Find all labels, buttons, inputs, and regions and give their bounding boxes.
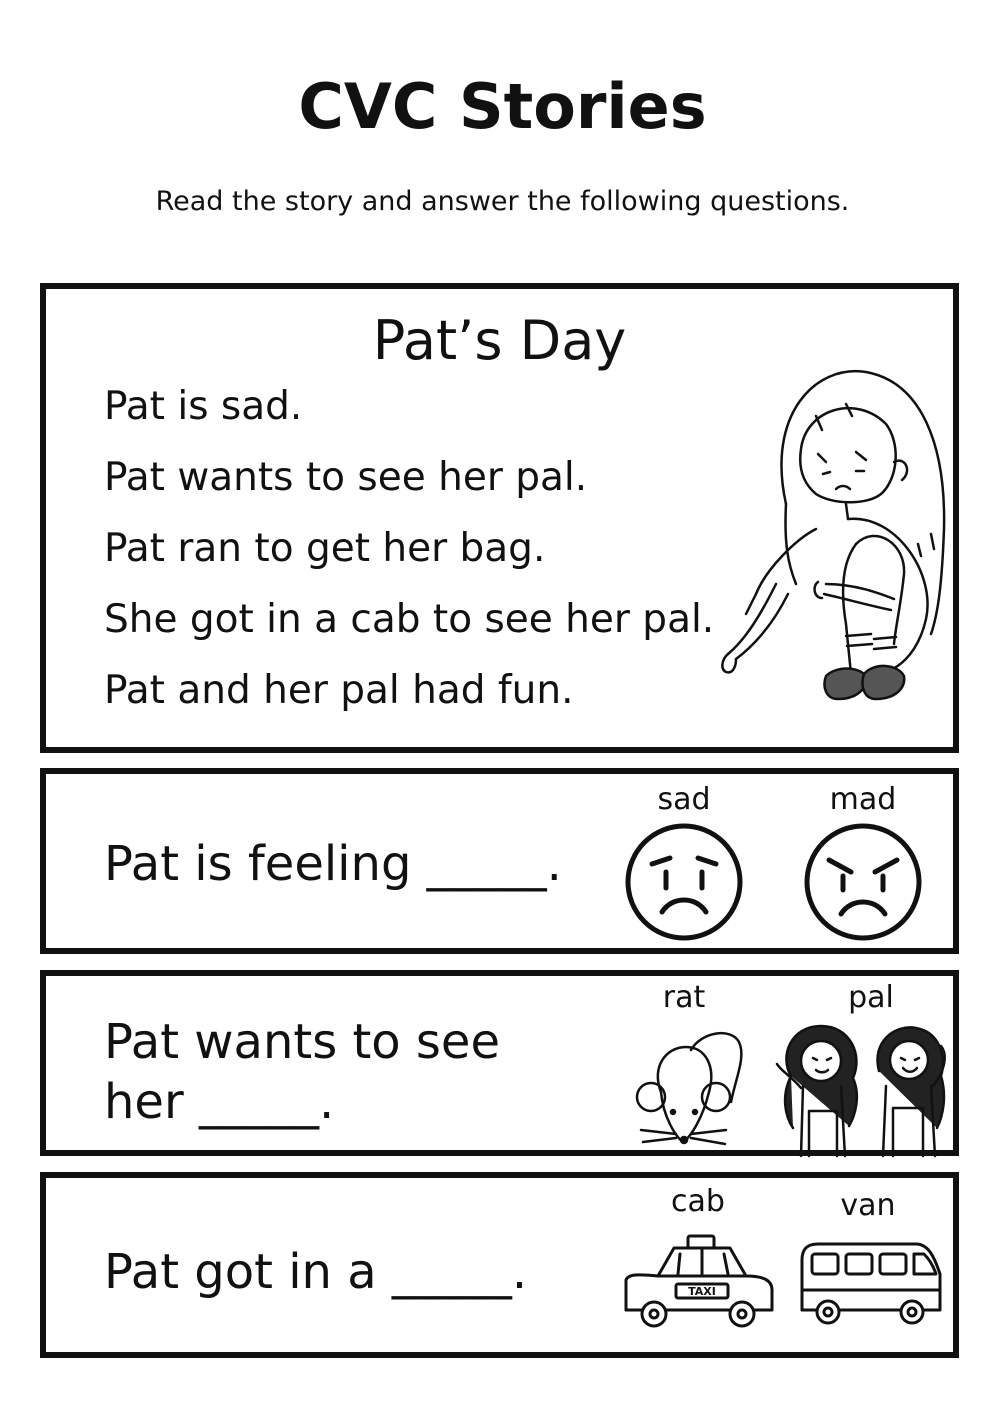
instructions: Read the story and answer the following questions. (155, 186, 850, 217)
taxi-sign-text: TAXI (688, 1285, 716, 1298)
option-label-sad: sad (657, 782, 711, 817)
sad-girl-illustration (706, 354, 966, 734)
question-box-pal (40, 970, 959, 1156)
rat-icon[interactable] (621, 1022, 751, 1152)
story-line: Pat is sad. (104, 384, 303, 429)
question-text: Pat got in a _____. (104, 1244, 528, 1300)
story-box (40, 283, 959, 753)
option-label-pal: pal (848, 980, 894, 1015)
story-lines (104, 371, 714, 726)
option-label-cab: cab (671, 1184, 725, 1219)
story-line: Pat wants to see her pal. (104, 455, 588, 500)
option-label-rat: rat (662, 980, 706, 1015)
question-box-vehicle (40, 1172, 959, 1358)
option-label-van: van (840, 1188, 896, 1223)
question-box-feeling (40, 768, 959, 954)
van-icon[interactable] (796, 1240, 946, 1326)
taxi-icon[interactable] (618, 1234, 778, 1334)
story-line: She got in a cab to see her pal. (104, 597, 715, 642)
question-text: Pat is feeling _____. (104, 836, 562, 892)
story-line: Pat ran to get her bag. (104, 526, 546, 571)
page-title: CVC Stories (298, 70, 707, 143)
story-title: Pat’s Day (372, 309, 627, 372)
option-label-mad: mad (829, 782, 897, 817)
angry-face-icon[interactable] (803, 822, 923, 942)
question-text: Pat wants to see her _____. (104, 1014, 500, 1130)
two-friends-icon[interactable] (771, 1016, 961, 1156)
sad-face-icon[interactable] (624, 822, 744, 942)
story-line: Pat and her pal had fun. (104, 668, 574, 713)
